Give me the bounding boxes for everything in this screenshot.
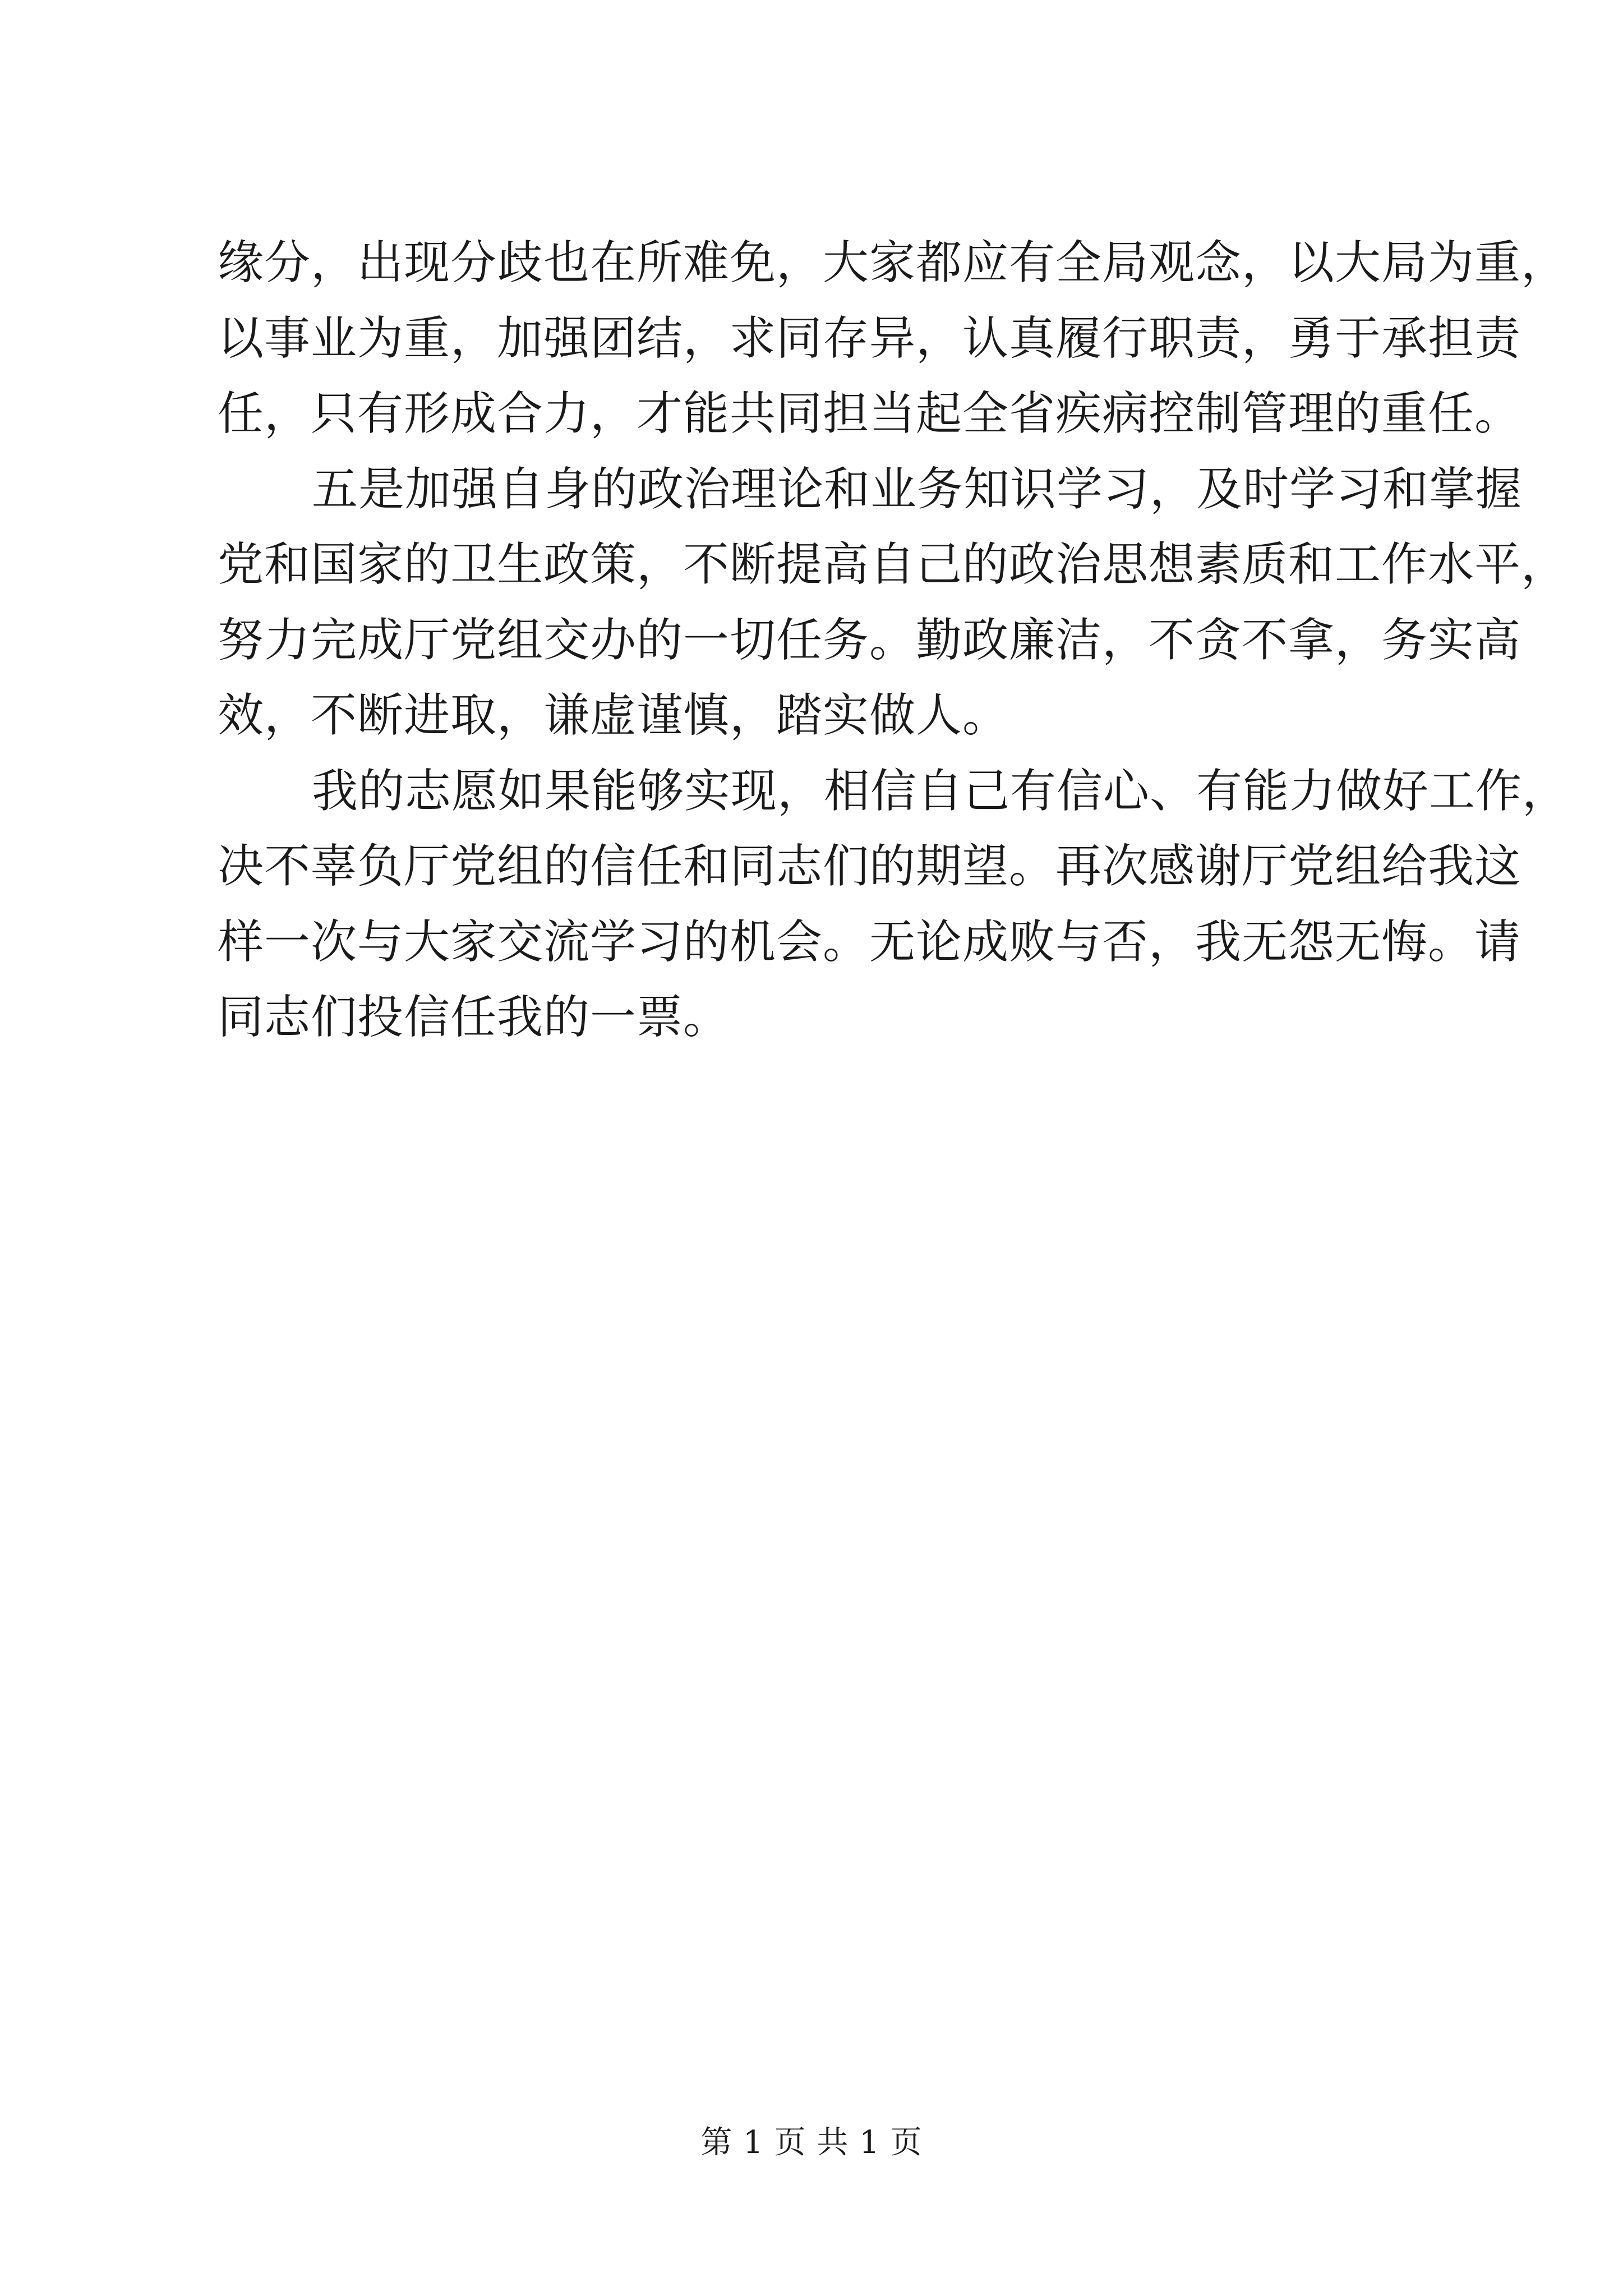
paragraph-1-line-1: 缘分，出现分歧也在所难免，大家都应有全局观念，以大局为重， [218, 236, 1568, 289]
body-text [218, 226, 1569, 1056]
paragraph-1-line-2: 以事业为重，加强团结，求同存异，认真履行职责，勇于承担责 [218, 311, 1521, 365]
paragraph-2-line-2: 党和国家的卫生政策，不断提高自己的政治思想素质和工作水平， [218, 538, 1568, 591]
paragraph-2-line-3: 努力完成厅党组交办的一切任务。勤政廉洁，不贪不拿，务实高 [218, 613, 1521, 667]
paragraph-3-line-3: 样一次与大家交流学习的机会。无论成败与否，我无怨无悔。请 [218, 915, 1521, 969]
page-number-label: 第 1 页 共 1 页 [700, 2124, 923, 2161]
paragraph-2-line-4: 效，不断进取，谦虚谨慎，踏实做人。 [218, 689, 1009, 742]
paragraph-3-line-2: 决不辜负厅党组的信任和同志们的期望。再次感谢厅党组给我这 [218, 840, 1521, 893]
paragraph-3-line-4: 同志们投信任我的一票。 [218, 991, 730, 1044]
paragraph-2-line-1: 五是加强自身的政治理论和业务知识学习，及时学习和掌握 [312, 462, 1523, 516]
paragraph-3-line-1: 我的志愿如果能够实现，相信自己有信心、有能力做好工作， [312, 764, 1569, 818]
page-footer [0, 2118, 1623, 2162]
paragraph-1-line-3: 任，只有形成合力，才能共同担当起全省疾病控制管理的重任。 [218, 387, 1521, 440]
